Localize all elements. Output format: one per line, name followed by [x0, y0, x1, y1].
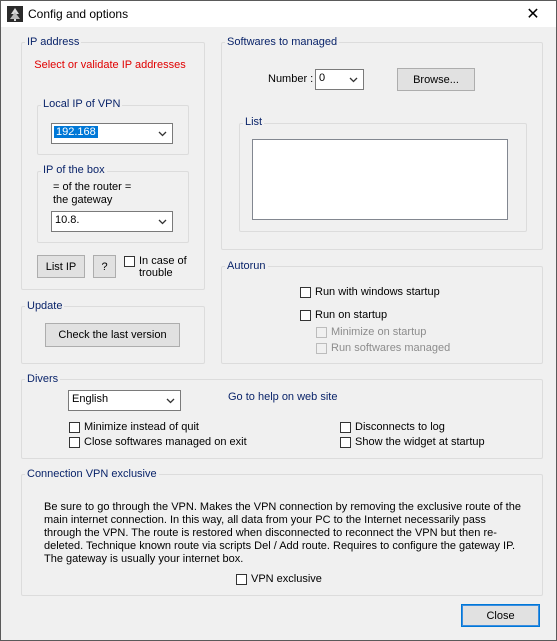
box-ip-value: 10.8.: [55, 214, 80, 226]
local-ip-combo[interactable]: [51, 123, 173, 144]
check-version-button[interactable]: Check the last version: [45, 323, 180, 347]
minimize-on-startup-checkbox: [316, 326, 426, 338]
trouble-label-1: In case of: [139, 255, 187, 267]
language-value: English: [72, 393, 109, 405]
chevron-down-icon[interactable]: [154, 212, 170, 231]
ip-address-legend: IP address: [27, 36, 80, 48]
minimize-instead-quit-label: Minimize instead of quit: [84, 421, 199, 433]
app-icon: [7, 6, 23, 22]
checkbox-box[interactable]: [300, 287, 311, 298]
title-bar[interactable]: [1, 1, 556, 27]
disconnects-log-label: Disconnects to log: [355, 421, 445, 433]
show-widget-checkbox[interactable]: [340, 436, 485, 448]
box-ip-desc-2: the gateway: [53, 194, 113, 206]
checkbox-box[interactable]: [340, 422, 351, 433]
help-web-link[interactable]: Go to help on web site: [228, 391, 338, 403]
number-label: Number :: [268, 73, 314, 85]
minimize-instead-quit-checkbox[interactable]: [69, 421, 199, 433]
checkbox-box[interactable]: [69, 437, 80, 448]
software-listbox[interactable]: [252, 139, 508, 220]
run-on-startup-label: Run on startup: [315, 309, 388, 321]
close-window-icon[interactable]: ✕: [526, 6, 540, 23]
browse-button[interactable]: Browse...: [397, 68, 475, 91]
show-widget-label: Show the widget at startup: [355, 436, 485, 448]
divers-legend: Divers: [27, 373, 59, 385]
run-softwares-managed-label: Run softwares managed: [331, 342, 451, 354]
minimize-on-startup-label: Minimize on startup: [331, 326, 427, 338]
box-ip-legend: IP of the box: [43, 164, 105, 176]
list-legend: List: [245, 116, 263, 128]
run-with-windows-checkbox[interactable]: [300, 286, 440, 298]
trouble-label-2: trouble: [139, 267, 173, 279]
number-value: 0: [319, 72, 326, 84]
update-legend: Update: [27, 300, 63, 312]
close-softwares-exit-label: Close softwares managed on exit: [84, 436, 247, 448]
box-ip-desc-1: = of the router =: [53, 181, 132, 193]
vpn-exclusive-legend: Connection VPN exclusive: [27, 468, 157, 480]
local-ip-value: 192.168: [56, 126, 96, 138]
close-softwares-exit-checkbox[interactable]: [69, 436, 247, 448]
window-title: Config and options: [28, 7, 129, 21]
autorun-legend: Autorun: [227, 260, 266, 272]
chevron-down-icon[interactable]: [345, 70, 361, 89]
checkbox-box[interactable]: [300, 310, 311, 321]
language-combo[interactable]: [68, 390, 181, 411]
softwares-legend: Softwares to managed: [227, 36, 338, 48]
help-button[interactable]: ?: [93, 255, 116, 278]
checkbox-box[interactable]: [236, 574, 247, 585]
number-combo[interactable]: [315, 69, 364, 90]
checkbox-box[interactable]: [124, 256, 135, 267]
checkbox-box: [316, 327, 327, 338]
vpn-exclusive-checkbox[interactable]: [236, 573, 322, 585]
box-ip-combo[interactable]: [51, 211, 173, 232]
ip-warning-text: Select or validate IP addresses: [34, 59, 186, 71]
vpn-exclusive-description: Be sure to go through the VPN. Makes the VPN connection by removing the exclusive route of the main internet connection. In this way, all data from your PC to the Internet necessarily pass through the VPN. The route is restored when disconnected to reconnect the VPN but then re-deleted. Technique known route via scripts Del / Add route. Requires to configure the gateway IP. The gateway is usually your internet box.: [44, 501, 521, 565]
checkbox-box[interactable]: [340, 437, 351, 448]
checkbox-box[interactable]: [69, 422, 80, 433]
chevron-down-icon[interactable]: [154, 124, 170, 143]
checkbox-box: [316, 343, 327, 354]
close-button[interactable]: Close: [461, 604, 540, 627]
run-with-windows-label: Run with windows startup: [315, 286, 440, 298]
disconnects-log-checkbox[interactable]: [340, 421, 445, 433]
run-softwares-managed-checkbox: [316, 342, 450, 354]
chevron-down-icon[interactable]: [162, 391, 178, 410]
run-on-startup-checkbox[interactable]: [300, 309, 387, 321]
local-ip-legend: Local IP of VPN: [43, 98, 121, 110]
vpn-exclusive-label: VPN exclusive: [251, 573, 322, 585]
list-ip-button[interactable]: List IP: [37, 255, 85, 278]
trouble-checkbox[interactable]: [124, 255, 187, 279]
